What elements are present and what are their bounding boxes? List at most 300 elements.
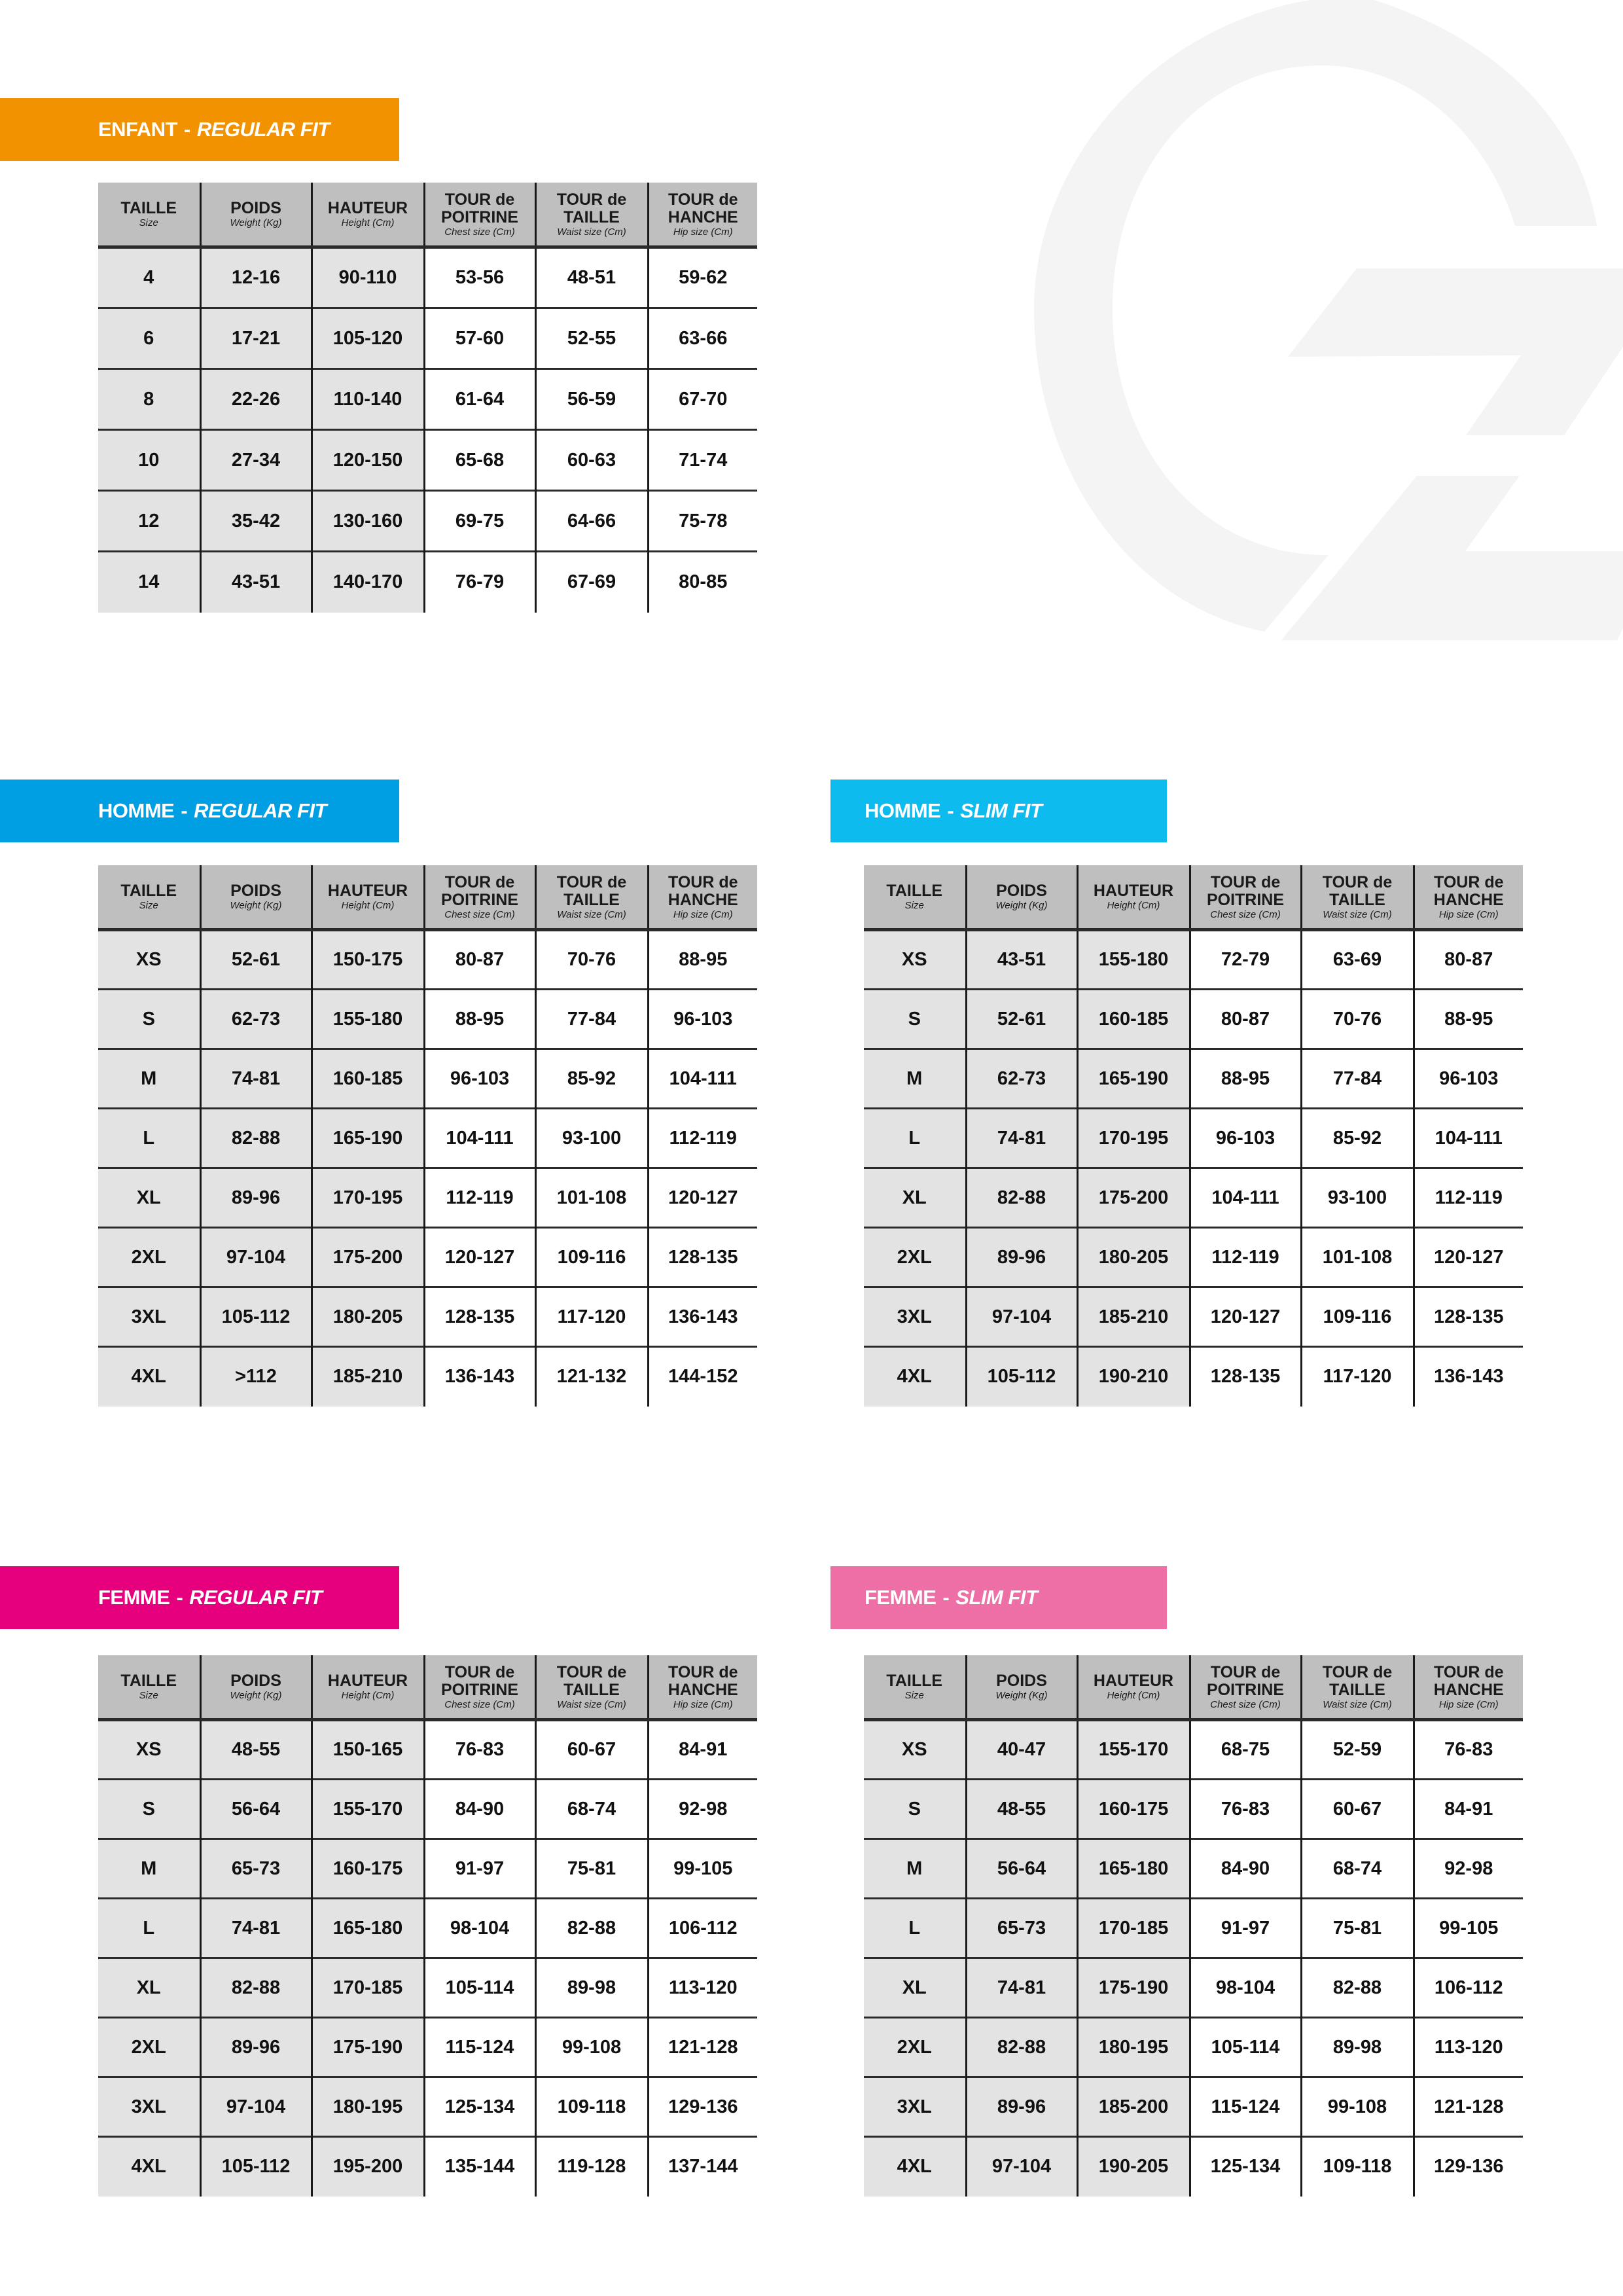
section-banner-enfant-regular bbox=[0, 98, 399, 161]
measurement-cell: 190-205 bbox=[1077, 2137, 1190, 2197]
column-title: TOUR de bbox=[556, 1662, 627, 1681]
column-subtitle: Chest size (Cm) bbox=[1210, 1698, 1281, 1710]
column-subtitle: Height (Cm) bbox=[341, 217, 395, 228]
column-title: POITRINE bbox=[440, 207, 519, 226]
table-row bbox=[98, 308, 757, 369]
column-subtitle: Weight (Kg) bbox=[995, 1690, 1048, 1701]
measurement-cell: 104-111 bbox=[1414, 1109, 1523, 1168]
column-header bbox=[424, 183, 535, 247]
size-cell: 14 bbox=[98, 552, 200, 613]
measurement-cell: 52-61 bbox=[966, 990, 1077, 1049]
measurement-cell: 129-136 bbox=[648, 2077, 757, 2137]
measurement-cell: 84-90 bbox=[1190, 1839, 1301, 1899]
measurement-cell: 74-81 bbox=[200, 1049, 312, 1109]
measurement-cell: 99-105 bbox=[648, 1839, 757, 1899]
measurement-cell: 135-144 bbox=[424, 2137, 535, 2197]
column-subtitle: Waist size (Cm) bbox=[557, 226, 626, 238]
measurement-cell: 48-55 bbox=[966, 1780, 1077, 1839]
measurement-cell: 150-165 bbox=[312, 1720, 424, 1780]
section-banner-femme-slim bbox=[830, 1566, 1167, 1629]
column-subtitle: Weight (Kg) bbox=[230, 1690, 282, 1701]
measurement-cell: 67-69 bbox=[535, 552, 648, 613]
column-header bbox=[864, 865, 966, 930]
measurement-cell: 89-98 bbox=[1301, 2018, 1414, 2077]
measurement-cell: 35-42 bbox=[200, 491, 312, 552]
size-cell: XL bbox=[864, 1168, 966, 1228]
measurement-cell: 97-104 bbox=[966, 1287, 1077, 1347]
size-table-femme-slim bbox=[864, 1655, 1523, 2197]
size-cell: 4XL bbox=[864, 1347, 966, 1407]
measurement-cell: 22-26 bbox=[200, 369, 312, 430]
measurement-cell: 150-175 bbox=[312, 930, 424, 990]
column-subtitle: Chest size (Cm) bbox=[1210, 908, 1281, 920]
column-header bbox=[1077, 1655, 1190, 1720]
size-cell: XL bbox=[98, 1168, 200, 1228]
measurement-cell: 72-79 bbox=[1190, 930, 1301, 990]
column-header bbox=[535, 865, 648, 930]
measurement-cell: 80-85 bbox=[648, 552, 757, 613]
column-title: POIDS bbox=[996, 882, 1047, 900]
measurement-cell: 119-128 bbox=[535, 2137, 648, 2197]
measurement-cell: 105-114 bbox=[1190, 2018, 1301, 2077]
table-row bbox=[98, 1958, 757, 2018]
measurement-cell: 76-83 bbox=[1414, 1720, 1523, 1780]
measurement-cell: 92-98 bbox=[648, 1780, 757, 1839]
column-title: HAUTEUR bbox=[1093, 882, 1174, 900]
table-header-row bbox=[98, 1655, 757, 1720]
size-cell: M bbox=[864, 1839, 966, 1899]
measurement-cell: 84-91 bbox=[648, 1720, 757, 1780]
column-header bbox=[98, 1655, 200, 1720]
column-title: TOUR de bbox=[668, 190, 738, 209]
column-subtitle: Height (Cm) bbox=[1107, 1690, 1160, 1701]
measurement-cell: 115-124 bbox=[1190, 2077, 1301, 2137]
measurement-cell: 90-110 bbox=[312, 247, 424, 308]
table-row bbox=[98, 1287, 757, 1347]
measurement-cell: 48-51 bbox=[535, 247, 648, 308]
measurement-cell: 52-61 bbox=[200, 930, 312, 990]
measurement-cell: 89-96 bbox=[200, 1168, 312, 1228]
table-row bbox=[864, 1780, 1523, 1839]
column-title: TOUR de bbox=[444, 872, 515, 891]
measurement-cell: 65-68 bbox=[424, 430, 535, 491]
column-subtitle: Hip size (Cm) bbox=[673, 1698, 733, 1710]
column-title: TAILLE bbox=[1329, 890, 1385, 909]
measurement-cell: 105-112 bbox=[200, 1287, 312, 1347]
measurement-cell: 170-185 bbox=[312, 1958, 424, 2018]
size-cell: M bbox=[864, 1049, 966, 1109]
column-title: TOUR de bbox=[444, 190, 515, 209]
measurement-cell: 109-118 bbox=[1301, 2137, 1414, 2197]
measurement-cell: 185-200 bbox=[1077, 2077, 1190, 2137]
banner-title: FEMME bbox=[98, 1586, 170, 1609]
measurement-cell: 70-76 bbox=[535, 930, 648, 990]
size-cell: M bbox=[98, 1839, 200, 1899]
measurement-cell: 185-210 bbox=[312, 1347, 424, 1407]
measurement-cell: 121-128 bbox=[648, 2018, 757, 2077]
measurement-cell: 80-87 bbox=[424, 930, 535, 990]
table-header-row bbox=[864, 865, 1523, 930]
table-row bbox=[864, 1839, 1523, 1899]
measurement-cell: 160-175 bbox=[312, 1839, 424, 1899]
measurement-cell: 175-200 bbox=[312, 1228, 424, 1287]
table-header-row bbox=[864, 1655, 1523, 1720]
measurement-cell: 96-103 bbox=[424, 1049, 535, 1109]
column-title: POIDS bbox=[230, 199, 281, 217]
measurement-cell: 43-51 bbox=[966, 930, 1077, 990]
column-subtitle: Waist size (Cm) bbox=[1323, 908, 1392, 920]
measurement-cell: 136-143 bbox=[648, 1287, 757, 1347]
column-title: POITRINE bbox=[440, 890, 519, 909]
measurement-cell: 129-136 bbox=[1414, 2137, 1523, 2197]
section-banner-homme-regular bbox=[0, 780, 399, 842]
column-title: HANCHE bbox=[1433, 890, 1504, 909]
table-row bbox=[864, 1109, 1523, 1168]
measurement-cell: >112 bbox=[200, 1347, 312, 1407]
column-subtitle: Chest size (Cm) bbox=[444, 226, 515, 238]
size-cell: 3XL bbox=[98, 2077, 200, 2137]
measurement-cell: 140-170 bbox=[312, 552, 424, 613]
column-subtitle: Height (Cm) bbox=[1107, 900, 1160, 911]
column-title: TOUR de bbox=[556, 872, 627, 891]
measurement-cell: 165-180 bbox=[312, 1899, 424, 1958]
measurement-cell: 160-175 bbox=[1077, 1780, 1190, 1839]
measurement-cell: 104-111 bbox=[648, 1049, 757, 1109]
size-cell: L bbox=[864, 1109, 966, 1168]
measurement-cell: 89-98 bbox=[535, 1958, 648, 2018]
column-header bbox=[648, 1655, 757, 1720]
size-cell: 12 bbox=[98, 491, 200, 552]
column-header bbox=[98, 865, 200, 930]
size-cell: S bbox=[864, 990, 966, 1049]
measurement-cell: 74-81 bbox=[966, 1109, 1077, 1168]
measurement-cell: 185-210 bbox=[1077, 1287, 1190, 1347]
column-header bbox=[864, 1655, 966, 1720]
measurement-cell: 175-190 bbox=[312, 2018, 424, 2077]
column-title: TAILLE bbox=[120, 882, 177, 900]
measurement-cell: 175-190 bbox=[1077, 1958, 1190, 2018]
measurement-cell: 190-210 bbox=[1077, 1347, 1190, 1407]
measurement-cell: 128-135 bbox=[424, 1287, 535, 1347]
column-header bbox=[535, 1655, 648, 1720]
measurement-cell: 75-81 bbox=[1301, 1899, 1414, 1958]
measurement-cell: 89-96 bbox=[966, 2077, 1077, 2137]
column-subtitle: Size bbox=[904, 1690, 924, 1701]
measurement-cell: 60-67 bbox=[535, 1720, 648, 1780]
column-header bbox=[424, 1655, 535, 1720]
size-cell: XS bbox=[98, 930, 200, 990]
size-cell: XL bbox=[98, 1958, 200, 2018]
size-cell: 2XL bbox=[98, 1228, 200, 1287]
measurement-cell: 106-112 bbox=[1414, 1958, 1523, 2018]
measurement-cell: 82-88 bbox=[1301, 1958, 1414, 2018]
measurement-cell: 52-55 bbox=[535, 308, 648, 369]
table-row bbox=[98, 369, 757, 430]
column-subtitle: Waist size (Cm) bbox=[1323, 1698, 1392, 1710]
column-title: TOUR de bbox=[668, 1662, 738, 1681]
table-row bbox=[864, 1958, 1523, 2018]
column-title: HANCHE bbox=[1433, 1680, 1504, 1699]
column-title: POITRINE bbox=[440, 1680, 519, 1699]
column-subtitle: Size bbox=[904, 900, 924, 911]
measurement-cell: 105-112 bbox=[200, 2137, 312, 2197]
measurement-cell: 112-119 bbox=[648, 1109, 757, 1168]
measurement-cell: 99-108 bbox=[535, 2018, 648, 2077]
size-cell: S bbox=[98, 1780, 200, 1839]
column-title: TOUR de bbox=[556, 190, 627, 209]
column-title: TOUR de bbox=[1434, 872, 1504, 891]
table-row bbox=[98, 247, 757, 308]
column-title: HAUTEUR bbox=[327, 199, 408, 217]
table-row bbox=[98, 1049, 757, 1109]
measurement-cell: 165-190 bbox=[1077, 1049, 1190, 1109]
column-title: HANCHE bbox=[668, 890, 738, 909]
measurement-cell: 63-69 bbox=[1301, 930, 1414, 990]
banner-fit: REGULAR FIT bbox=[194, 799, 327, 822]
measurement-cell: 120-127 bbox=[1414, 1228, 1523, 1287]
measurement-cell: 170-195 bbox=[1077, 1109, 1190, 1168]
measurement-cell: 110-140 bbox=[312, 369, 424, 430]
table-row bbox=[864, 1347, 1523, 1407]
measurement-cell: 97-104 bbox=[966, 2137, 1077, 2197]
measurement-cell: 60-67 bbox=[1301, 1780, 1414, 1839]
measurement-cell: 88-95 bbox=[424, 990, 535, 1049]
table-row bbox=[98, 1168, 757, 1228]
measurement-cell: 96-103 bbox=[648, 990, 757, 1049]
measurement-cell: 117-120 bbox=[535, 1287, 648, 1347]
column-subtitle: Hip size (Cm) bbox=[673, 908, 733, 920]
column-subtitle: Size bbox=[139, 217, 158, 228]
table-header-row bbox=[98, 865, 757, 930]
column-subtitle: Waist size (Cm) bbox=[557, 908, 626, 920]
measurement-cell: 104-111 bbox=[424, 1109, 535, 1168]
table-row bbox=[864, 930, 1523, 990]
column-subtitle: Weight (Kg) bbox=[995, 900, 1048, 911]
measurement-cell: 85-92 bbox=[535, 1049, 648, 1109]
measurement-cell: 88-95 bbox=[1190, 1049, 1301, 1109]
measurement-cell: 84-91 bbox=[1414, 1780, 1523, 1839]
table-row bbox=[864, 1720, 1523, 1780]
measurement-cell: 91-97 bbox=[424, 1839, 535, 1899]
column-title: TOUR de bbox=[1322, 872, 1393, 891]
banner-separator: - bbox=[181, 799, 188, 822]
measurement-cell: 82-88 bbox=[966, 1168, 1077, 1228]
column-header bbox=[966, 865, 1077, 930]
column-header bbox=[966, 1655, 1077, 1720]
column-title: TOUR de bbox=[668, 872, 738, 891]
measurement-cell: 120-127 bbox=[1190, 1287, 1301, 1347]
measurement-cell: 165-190 bbox=[312, 1109, 424, 1168]
column-subtitle: Chest size (Cm) bbox=[444, 1698, 515, 1710]
table-row bbox=[98, 1109, 757, 1168]
size-cell: 2XL bbox=[864, 2018, 966, 2077]
column-subtitle: Size bbox=[139, 1690, 158, 1701]
column-title: POIDS bbox=[996, 1672, 1047, 1690]
size-cell: 4XL bbox=[864, 2137, 966, 2197]
measurement-cell: 57-60 bbox=[424, 308, 535, 369]
table-header-row bbox=[98, 183, 757, 247]
measurement-cell: 64-66 bbox=[535, 491, 648, 552]
measurement-cell: 82-88 bbox=[200, 1958, 312, 2018]
measurement-cell: 68-75 bbox=[1190, 1720, 1301, 1780]
column-title: TAILLE bbox=[563, 1680, 620, 1699]
measurement-cell: 101-108 bbox=[1301, 1228, 1414, 1287]
measurement-cell: 180-205 bbox=[1077, 1228, 1190, 1287]
size-cell: L bbox=[98, 1109, 200, 1168]
column-header bbox=[1077, 865, 1190, 930]
column-title: HAUTEUR bbox=[327, 1672, 408, 1690]
table-row bbox=[864, 1228, 1523, 1287]
measurement-cell: 104-111 bbox=[1190, 1168, 1301, 1228]
measurement-cell: 105-120 bbox=[312, 308, 424, 369]
measurement-cell: 98-104 bbox=[1190, 1958, 1301, 2018]
size-cell: XL bbox=[864, 1958, 966, 2018]
measurement-cell: 56-59 bbox=[535, 369, 648, 430]
table-row bbox=[98, 2137, 757, 2197]
column-title: TAILLE bbox=[120, 1672, 177, 1690]
column-header bbox=[1414, 1655, 1523, 1720]
measurement-cell: 75-78 bbox=[648, 491, 757, 552]
measurement-cell: 88-95 bbox=[648, 930, 757, 990]
measurement-cell: 144-152 bbox=[648, 1347, 757, 1407]
column-title: HAUTEUR bbox=[1093, 1672, 1174, 1690]
table-row bbox=[98, 1347, 757, 1407]
measurement-cell: 99-108 bbox=[1301, 2077, 1414, 2137]
table-row bbox=[864, 990, 1523, 1049]
measurement-cell: 68-74 bbox=[535, 1780, 648, 1839]
measurement-cell: 89-96 bbox=[200, 2018, 312, 2077]
column-header bbox=[1301, 1655, 1414, 1720]
size-cell: XS bbox=[864, 1720, 966, 1780]
measurement-cell: 155-180 bbox=[1077, 930, 1190, 990]
banner-title: HOMME bbox=[98, 799, 175, 822]
measurement-cell: 76-83 bbox=[424, 1720, 535, 1780]
column-title: TAILLE bbox=[563, 207, 620, 226]
measurement-cell: 101-108 bbox=[535, 1168, 648, 1228]
measurement-cell: 53-56 bbox=[424, 247, 535, 308]
table-row bbox=[864, 2077, 1523, 2137]
measurement-cell: 117-120 bbox=[1301, 1347, 1414, 1407]
measurement-cell: 82-88 bbox=[966, 2018, 1077, 2077]
measurement-cell: 105-112 bbox=[966, 1347, 1077, 1407]
table-row bbox=[98, 1228, 757, 1287]
measurement-cell: 109-116 bbox=[535, 1228, 648, 1287]
column-header bbox=[535, 183, 648, 247]
measurement-cell: 96-103 bbox=[1414, 1049, 1523, 1109]
table-row bbox=[864, 1287, 1523, 1347]
measurement-cell: 170-185 bbox=[1077, 1899, 1190, 1958]
measurement-cell: 175-200 bbox=[1077, 1168, 1190, 1228]
column-header bbox=[200, 865, 312, 930]
measurement-cell: 98-104 bbox=[424, 1899, 535, 1958]
banner-title: HOMME bbox=[865, 799, 941, 822]
measurement-cell: 65-73 bbox=[966, 1899, 1077, 1958]
measurement-cell: 128-135 bbox=[648, 1228, 757, 1287]
column-subtitle: Hip size (Cm) bbox=[1438, 908, 1499, 920]
measurement-cell: 76-83 bbox=[1190, 1780, 1301, 1839]
banner-fit: REGULAR FIT bbox=[196, 118, 330, 141]
size-table-homme-slim bbox=[864, 865, 1523, 1407]
table-row bbox=[98, 2018, 757, 2077]
column-title: TAILLE bbox=[563, 890, 620, 909]
measurement-cell: 70-76 bbox=[1301, 990, 1414, 1049]
column-header bbox=[648, 183, 757, 247]
column-header bbox=[98, 183, 200, 247]
measurement-cell: 92-98 bbox=[1414, 1839, 1523, 1899]
table-row bbox=[98, 430, 757, 491]
table-row bbox=[98, 491, 757, 552]
column-title: HANCHE bbox=[668, 207, 738, 226]
measurement-cell: 62-73 bbox=[200, 990, 312, 1049]
column-subtitle: Height (Cm) bbox=[341, 900, 395, 911]
table-row bbox=[864, 2137, 1523, 2197]
column-subtitle: Hip size (Cm) bbox=[1438, 1698, 1499, 1710]
measurement-cell: 97-104 bbox=[200, 2077, 312, 2137]
column-header bbox=[312, 865, 424, 930]
measurement-cell: 155-180 bbox=[312, 990, 424, 1049]
size-cell: 4XL bbox=[98, 1347, 200, 1407]
measurement-cell: 27-34 bbox=[200, 430, 312, 491]
measurement-cell: 97-104 bbox=[200, 1228, 312, 1287]
measurement-cell: 109-118 bbox=[535, 2077, 648, 2137]
measurement-cell: 93-100 bbox=[535, 1109, 648, 1168]
table-row bbox=[98, 1899, 757, 1958]
column-header bbox=[1190, 1655, 1301, 1720]
measurement-cell: 85-92 bbox=[1301, 1109, 1414, 1168]
column-title: TOUR de bbox=[1434, 1662, 1504, 1681]
measurement-cell: 125-134 bbox=[424, 2077, 535, 2137]
measurement-cell: 77-84 bbox=[535, 990, 648, 1049]
measurement-cell: 160-185 bbox=[1077, 990, 1190, 1049]
measurement-cell: 180-205 bbox=[312, 1287, 424, 1347]
table-row bbox=[98, 1720, 757, 1780]
column-header bbox=[1190, 865, 1301, 930]
column-title: POIDS bbox=[230, 1672, 281, 1690]
measurement-cell: 62-73 bbox=[966, 1049, 1077, 1109]
measurement-cell: 180-195 bbox=[1077, 2018, 1190, 2077]
measurement-cell: 67-70 bbox=[648, 369, 757, 430]
table-row bbox=[98, 1780, 757, 1839]
measurement-cell: 84-90 bbox=[424, 1780, 535, 1839]
column-subtitle: Size bbox=[139, 900, 158, 911]
size-cell: S bbox=[98, 990, 200, 1049]
measurement-cell: 137-144 bbox=[648, 2137, 757, 2197]
measurement-cell: 43-51 bbox=[200, 552, 312, 613]
measurement-cell: 63-66 bbox=[648, 308, 757, 369]
column-header bbox=[312, 183, 424, 247]
size-cell: 8 bbox=[98, 369, 200, 430]
table-row bbox=[864, 2018, 1523, 2077]
measurement-cell: 75-81 bbox=[535, 1839, 648, 1899]
column-header bbox=[312, 1655, 424, 1720]
measurement-cell: 120-127 bbox=[648, 1168, 757, 1228]
column-header bbox=[424, 865, 535, 930]
measurement-cell: 115-124 bbox=[424, 2018, 535, 2077]
measurement-cell: 136-143 bbox=[424, 1347, 535, 1407]
size-table-homme-regular bbox=[98, 865, 757, 1407]
measurement-cell: 112-119 bbox=[1190, 1228, 1301, 1287]
table-row bbox=[864, 1168, 1523, 1228]
column-title: TAILLE bbox=[886, 1672, 943, 1690]
table-row bbox=[98, 552, 757, 613]
measurement-cell: 106-112 bbox=[648, 1899, 757, 1958]
column-title: TOUR de bbox=[1210, 872, 1281, 891]
measurement-cell: 52-59 bbox=[1301, 1720, 1414, 1780]
table-row bbox=[98, 930, 757, 990]
column-title: HAUTEUR bbox=[327, 882, 408, 900]
banner-separator: - bbox=[184, 118, 190, 141]
size-cell: 2XL bbox=[98, 2018, 200, 2077]
